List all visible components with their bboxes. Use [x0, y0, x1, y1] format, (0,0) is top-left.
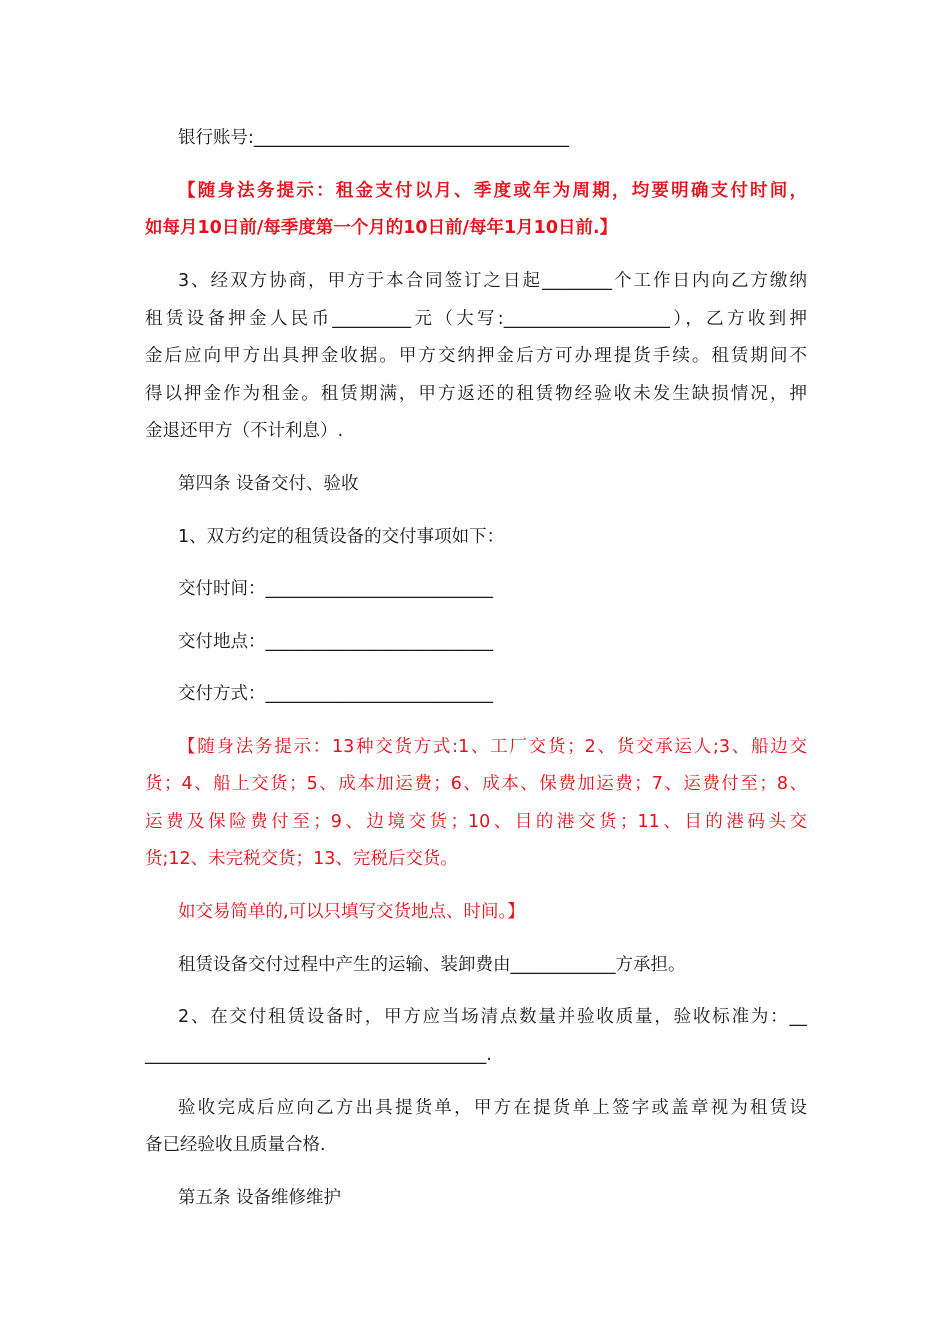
deposit-clause-line-3: 金后应向甲方出具押金收据。甲方交纳押金后方可办理提货手续。租赁期间不 [145, 346, 807, 366]
deposit-clause-line-5: 金退还甲方（不计利息）. [145, 421, 344, 441]
delivery-method-field: 交付方式：__________________________ [178, 684, 493, 704]
acceptance-completion-line-2: 备已经验收且质量合格. [145, 1135, 326, 1155]
legal-tip-payment-line-2: 如每月10日前/每季度第一个月的10日前/每年1月10日前.】 [145, 218, 618, 238]
legal-tip-payment-line-1: 【随身法务提示：租金支付以月、季度或年为周期，均要明确支付时间， [178, 181, 807, 201]
delivery-items-intro: 1、双方约定的租赁设备的交付事项如下： [178, 527, 505, 547]
acceptance-standard-line-1: 2、在交付租赁设备时，甲方应当场清点数量并验收质量，验收标准为：__ [178, 1007, 807, 1027]
delivery-place-field: 交付地点：__________________________ [178, 632, 493, 652]
legal-tip-delivery-line-4: 货;12、未完税交货；13、完税后交货。 [145, 849, 458, 869]
legal-tip-delivery-line-1: 【随身法务提示：13种交货方式:1、工厂交货；2、货交承运人;3、船边交 [178, 737, 807, 757]
deposit-clause-line-1: 3、经双方协商，甲方于本合同签订之日起________个工作日内向乙方缴纳 [178, 271, 807, 291]
legal-tip-delivery-line-2: 货；4、船上交货；5、成本加运费；6、成本、保费加运费；7、运费付至；8、 [145, 774, 807, 794]
deposit-clause-line-2: 租赁设备押金人民币_________元（大写:___________________），乙方收到押 [145, 309, 807, 329]
delivery-time-field: 交付时间：__________________________ [178, 579, 493, 599]
article-4-title: 第四条 设备交付、验收 [178, 474, 359, 494]
acceptance-completion-line-1: 验收完成后应向乙方出具提货单，甲方在提货单上签字或盖章视为租赁设 [178, 1098, 807, 1118]
article-5-title: 第五条 设备维修维护 [178, 1188, 342, 1208]
legal-tip-delivery-line-3: 运费及保险费付至；9、边境交货；10、目的港交货；11、目的港码头交 [145, 812, 807, 832]
transport-fee-line: 租赁设备交付过程中产生的运输、装卸费由____________方承担。 [178, 955, 686, 975]
bank-account-line: 银行账号:____________________________________ [178, 128, 569, 148]
legal-tip-delivery-line-5: 如交易简单的,可以只填写交货地点、时间。】 [178, 902, 525, 922]
deposit-clause-line-4: 得以押金作为租金。租赁期满，甲方返还的租赁物经验收未发生缺损情况，押 [145, 384, 807, 404]
acceptance-standard-line-2: _______________________________________. [145, 1045, 492, 1065]
